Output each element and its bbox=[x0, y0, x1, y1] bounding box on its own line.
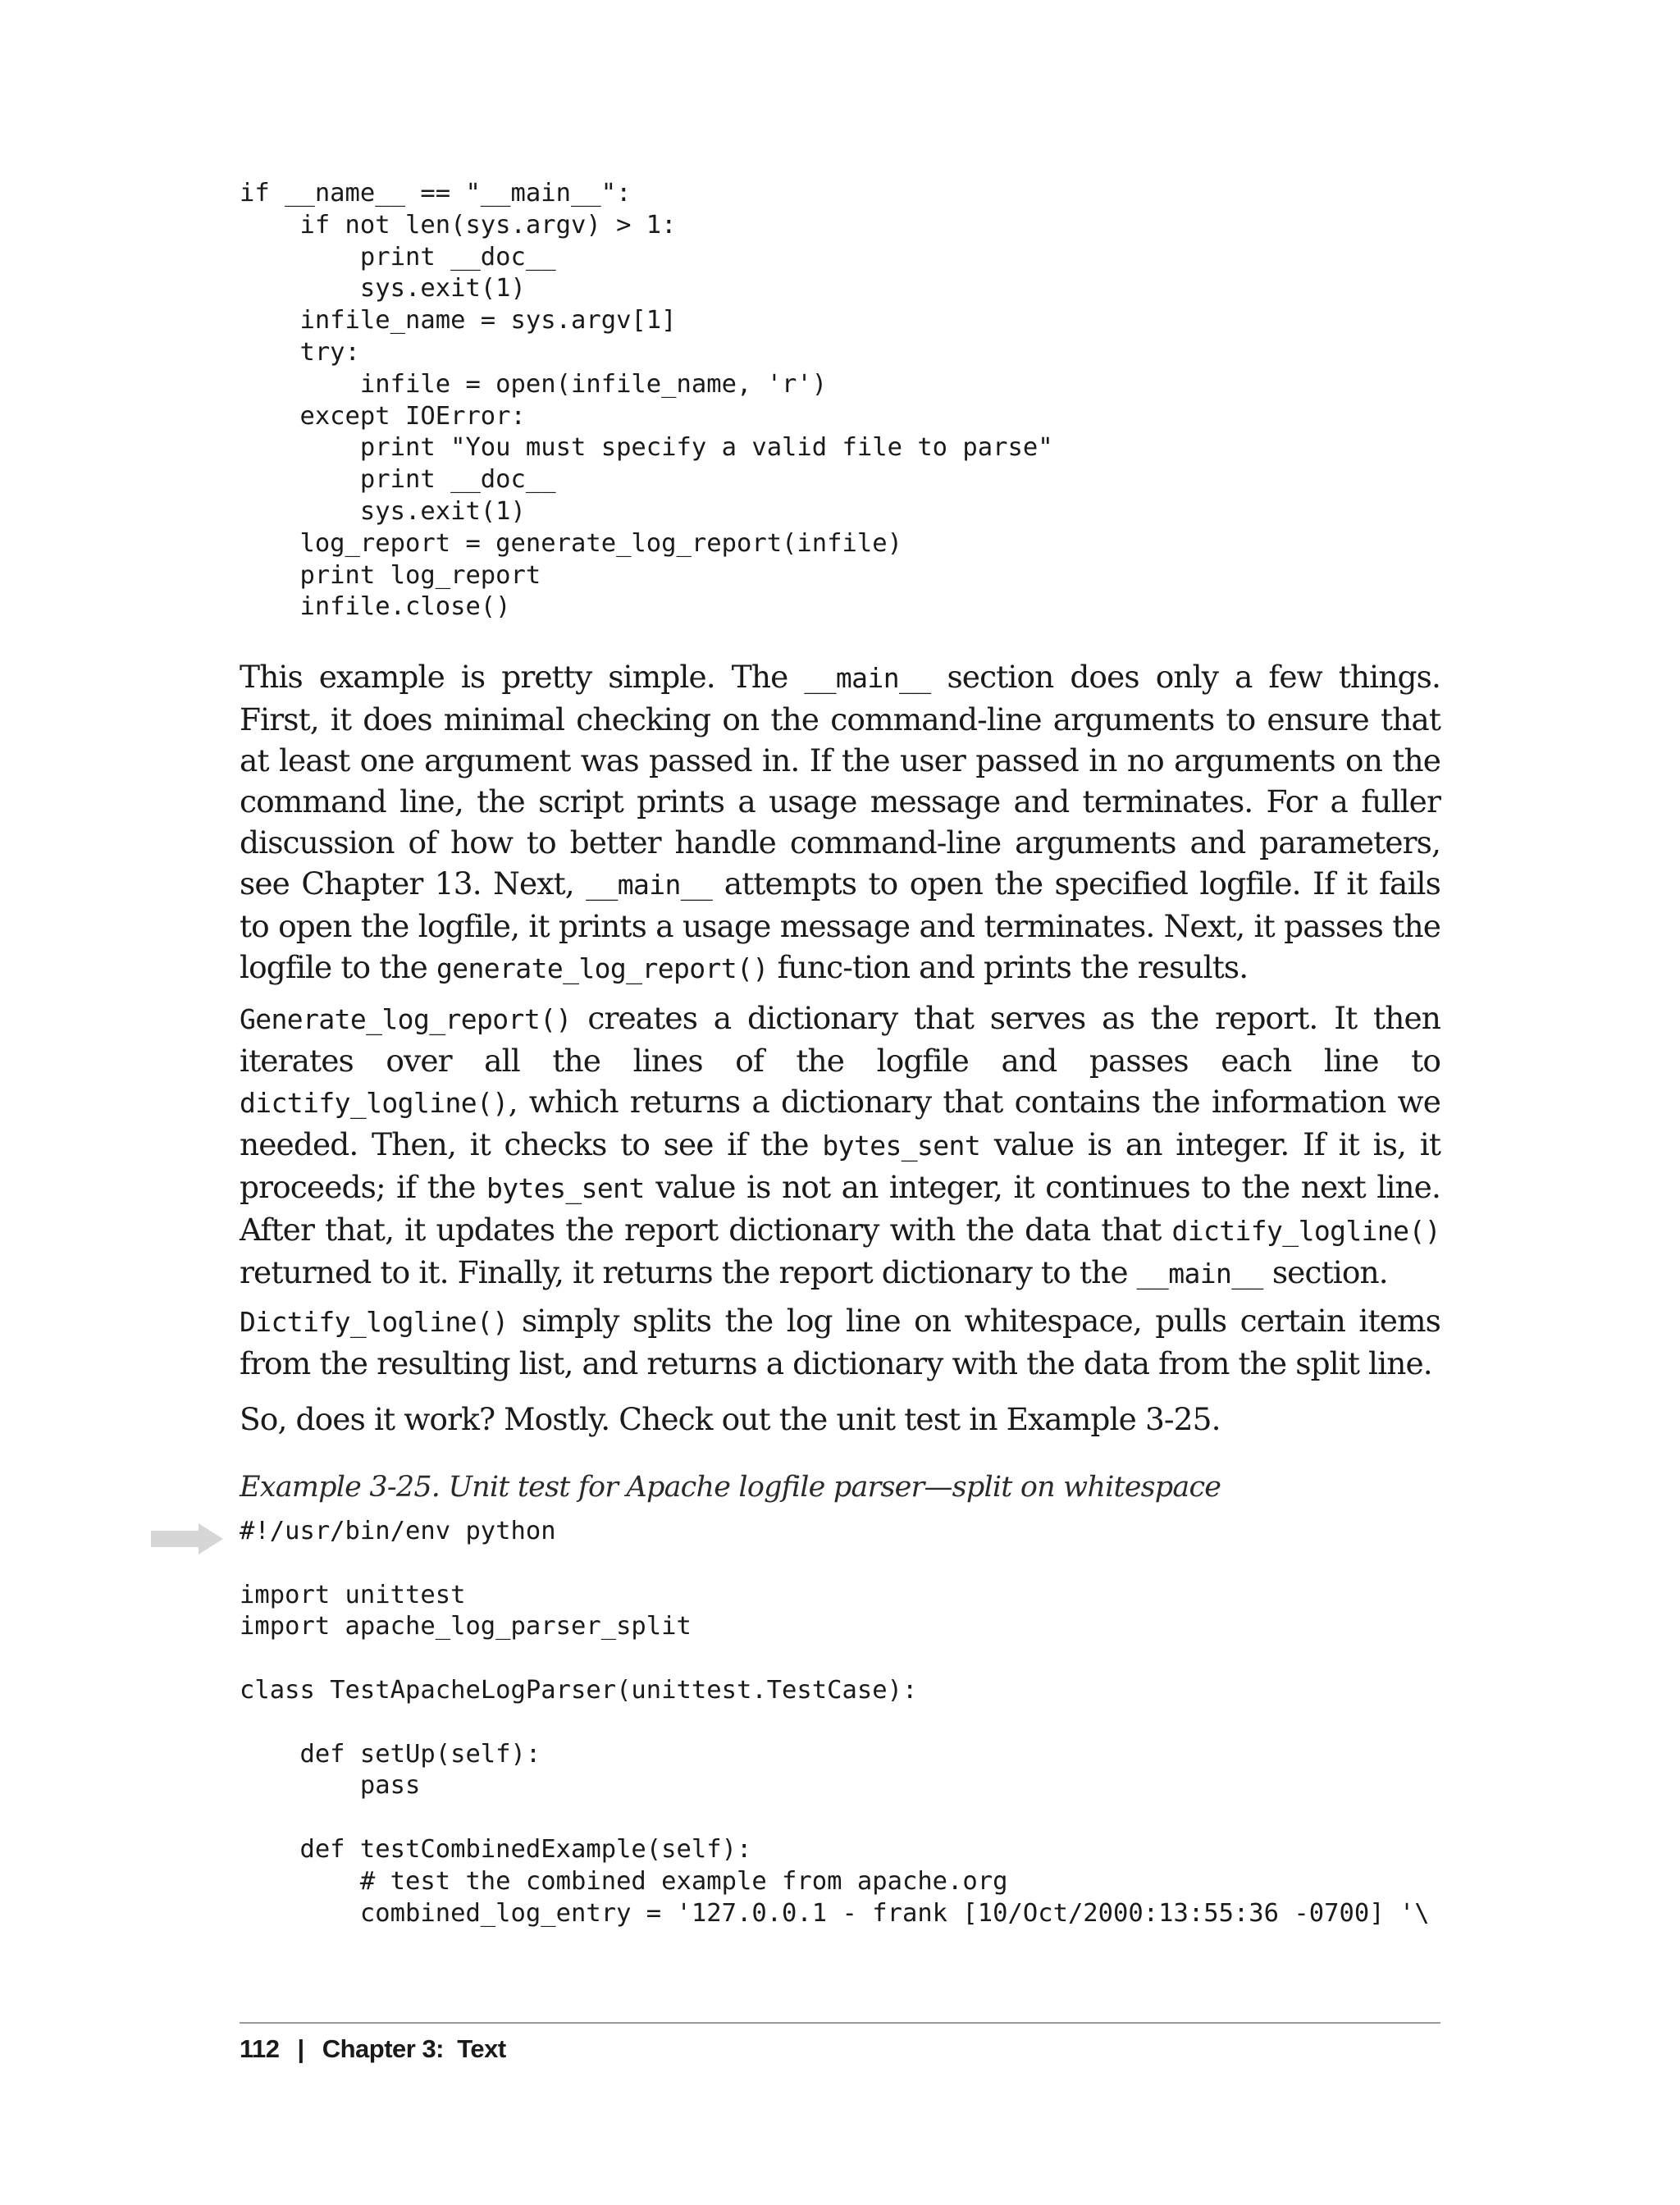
code-line: # test the combined example from apache.org bbox=[240, 1866, 1008, 1896]
code-line: print log_report bbox=[240, 560, 541, 590]
code-line: def setUp(self): bbox=[240, 1739, 541, 1769]
code-line: print "You must specify a valid file to parse" bbox=[240, 433, 1053, 463]
code-line: #!/usr/bin/env python bbox=[240, 1517, 556, 1545]
code-line: infile.close() bbox=[240, 592, 511, 622]
text-run: value is not an integer, it continues to the next line. After that, it updates the report dictionary with the data that bbox=[240, 1169, 1440, 1248]
paragraph-main-explanation bbox=[240, 656, 1440, 989]
footer-divider bbox=[240, 2022, 1440, 2024]
inline-code: bytes_sent bbox=[822, 1130, 981, 1162]
inline-code: generate_log_report() bbox=[436, 952, 769, 984]
code-line: log_report = generate_log_report(infile) bbox=[240, 528, 902, 558]
text-run: , which returns a dictionary that contains the information we needed. Then, it checks to see if the bbox=[240, 1084, 1440, 1162]
text-run: simply splits the log line on whitespace, pulls certain items from the resulting list, and returns a dictionary with the data from the split line. bbox=[240, 1303, 1440, 1381]
code-line: except IOError: bbox=[240, 401, 526, 431]
text-run: So, does it work? Mostly. Check out the unit test in Example 3-25. bbox=[240, 1401, 1221, 1437]
paragraph-generate-report bbox=[240, 998, 1440, 1294]
code-line: if not len(sys.argv) > 1: bbox=[240, 210, 677, 240]
right-arrow-icon bbox=[151, 1523, 223, 1554]
code-line: if __name__ == "__main__": bbox=[240, 179, 632, 208]
code-line: infile = open(infile_name, 'r') bbox=[240, 369, 828, 399]
text-run: value is an integer. If it is, it proceeds; if the bbox=[240, 1126, 1440, 1205]
page-number: 112 bbox=[240, 2034, 280, 2063]
code-line: infile_name = sys.argv[1] bbox=[240, 306, 677, 336]
inline-code: __main__ bbox=[586, 869, 713, 901]
text-run: returned to it. Finally, it returns the report dictionary to the bbox=[240, 1254, 1137, 1290]
text-run: This example is pretty simple. The bbox=[240, 659, 805, 695]
text-run: creates a dictionary that serves as the report. It then iterates over all the lines of the logfile and passes each line to bbox=[240, 1000, 1440, 1079]
page-footer bbox=[240, 2033, 506, 2066]
footer-separator: | bbox=[297, 2034, 304, 2063]
code-line: combined_log_entry = '127.0.0.1 - frank [10/Oct/2000:13:55:36 -0700] '\ bbox=[240, 1898, 1430, 1928]
code-block-unit-test bbox=[240, 1516, 1430, 1929]
text-run: section does only a few things. First, it does minimal checking on the command-line arguments to ensure that at least one argument was passed in. If the user passed in no arguments on the command line, the script prints a usage message and terminates. For a fuller discussion of how to better handle command-line arguments and parameters, see Chapter 13. Next, bbox=[240, 659, 1440, 902]
inline-code: __main__ bbox=[804, 662, 931, 694]
text-run: section. bbox=[1262, 1254, 1388, 1290]
inline-code: dictify_logline() bbox=[240, 1087, 509, 1119]
text-run: func-tion and prints the results. bbox=[768, 949, 1249, 985]
inline-code: Generate_log_report() bbox=[240, 1003, 572, 1035]
paragraph-dictify-logline bbox=[240, 1300, 1440, 1384]
inline-code: __main__ bbox=[1136, 1258, 1263, 1290]
text-run: attempts to open the specified logfile. If it fails to open the logfile, it prints a usage message and terminates. Next, it passes the logfile to the bbox=[240, 865, 1440, 985]
inline-code: dictify_logline() bbox=[1171, 1215, 1440, 1247]
inline-code: bytes_sent bbox=[486, 1172, 645, 1204]
code-line: print __doc__ bbox=[240, 242, 556, 272]
code-line: def testCombinedExample(self): bbox=[240, 1834, 752, 1864]
code-line: pass bbox=[240, 1771, 421, 1801]
code-line: import unittest bbox=[240, 1580, 466, 1609]
code-line: import apache_log_parser_split bbox=[240, 1612, 692, 1641]
code-line: sys.exit(1) bbox=[240, 496, 526, 526]
code-line: print __doc__ bbox=[240, 465, 556, 495]
code-line: sys.exit(1) bbox=[240, 274, 526, 304]
inline-code: Dictify_logline() bbox=[240, 1306, 509, 1338]
code-block-main-section bbox=[240, 178, 1053, 623]
code-line: try: bbox=[240, 337, 360, 367]
example-caption: Example 3-25. Unit test for Apache logfile parser—split on whitespace bbox=[240, 1471, 1221, 1504]
code-line: class TestApacheLogParser(unittest.TestCase): bbox=[240, 1675, 918, 1705]
paragraph-does-it-work bbox=[240, 1399, 1440, 1440]
chapter-title: Chapter 3: Text bbox=[322, 2034, 506, 2063]
